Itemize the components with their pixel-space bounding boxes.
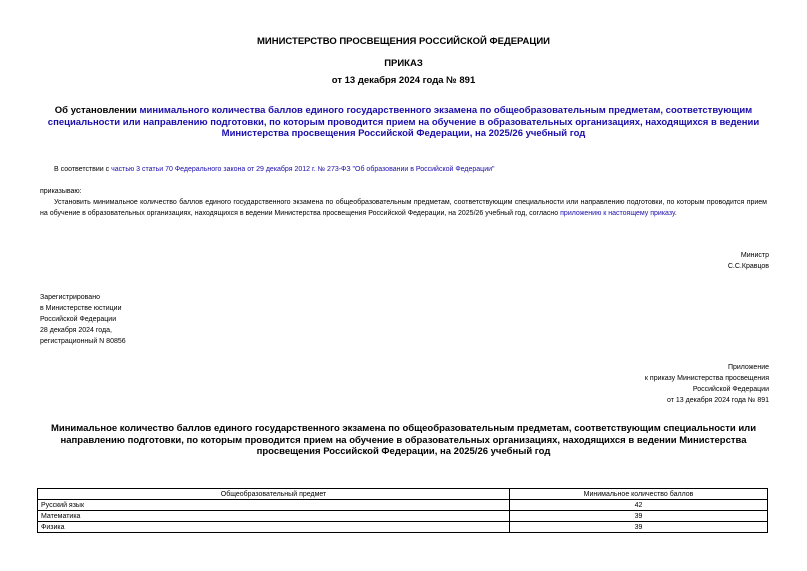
signature-block: [728, 250, 769, 272]
subject-cell: Математика: [38, 511, 510, 522]
signature-name: С.С.Кравцов: [727, 263, 769, 270]
registration-line-2: в Министерстве юстиции: [40, 305, 122, 312]
doc-date-number: от 13 декабря 2024 года № 891: [331, 75, 476, 86]
table-row: [38, 500, 768, 511]
table-row: [38, 511, 768, 522]
appendix-ref-line-3: Российской Федерации: [692, 386, 769, 393]
signature-position: Министр: [740, 252, 769, 259]
order-body-text: Установить минимальное количество баллов единого государственного экзамена по общеобразовательным предметам, соответствующим специальности или направлению подготовки, по которым проводится прием на обучение в образовательных организациях, находящихся в ведении Министерства просвещения Российской Федерации, на 2025/26 учебный год, согласно: [40, 199, 767, 217]
header-min-score: Минимальное количество баллов: [510, 489, 768, 500]
preamble-prefix: В соответствии с: [54, 166, 112, 173]
score-cell: 42: [510, 500, 768, 511]
preamble: [54, 164, 774, 175]
appendix-link[interactable]: приложению к настоящему приказу: [560, 210, 675, 217]
order-body: [40, 197, 767, 219]
subject-cell: Физика: [38, 522, 510, 533]
table-header-row: [38, 489, 768, 500]
registration-block: [40, 292, 126, 347]
appendix-ref-line-4: от 13 декабря 2024 года № 891: [667, 397, 769, 404]
score-cell: 39: [510, 522, 768, 533]
registration-line-1: Зарегистрировано: [40, 294, 100, 301]
table-row: [38, 522, 768, 533]
appendix-ref-line-1: Приложение: [727, 364, 769, 371]
order-title-link[interactable]: минимального количества баллов единого государственного экзамена по общеобразовательным предметам, соответствующим специальности или направлению подготовки, по которым проводится прием на обучение в образовательных организациях, находящихся в ведении Министерства просвещения Российской Федерации, на 2025/26 учебный год: [47, 105, 760, 139]
subject-cell: Русский язык: [38, 500, 510, 511]
registration-line-4: 28 декабря 2024 года,: [40, 327, 112, 334]
doc-type: ПРИКАЗ: [384, 58, 423, 69]
order-title: [40, 105, 767, 140]
scores-table: [37, 488, 768, 533]
registration-line-5: регистрационный N 80856: [40, 338, 126, 345]
appendix-ref-line-2: к приказу Министерства просвещения: [644, 375, 769, 382]
order-body-end: .: [674, 210, 677, 217]
appendix-reference: [645, 362, 769, 406]
order-title-prefix: Об установлении: [54, 105, 140, 116]
law-link[interactable]: частью 3 статьи 70 Федерального закона от 29 декабря 2012 г. № 273-ФЗ "Об образовании в Российской Федерации": [111, 166, 495, 173]
appendix-title: Минимальное количество баллов единого государственного экзамена по общеобразовательным предметам, соответствующим специальности или направлению подготовки, по которым проводится прием на обучение в образовательных организациях, находящихся в ведении Министерства просвещения Российской Федерации, на 2025/26 учебный год: [50, 423, 757, 457]
ministry-header: МИНИСТЕРСТВО ПРОСВЕЩЕНИЯ РОССИЙСКОЙ ФЕДЕРАЦИИ: [256, 36, 551, 47]
score-cell: 39: [510, 511, 768, 522]
registration-line-3: Российской Федерации: [40, 316, 117, 323]
order-command: приказываю:: [40, 188, 82, 195]
header-subject: Общеобразовательный предмет: [38, 489, 510, 500]
